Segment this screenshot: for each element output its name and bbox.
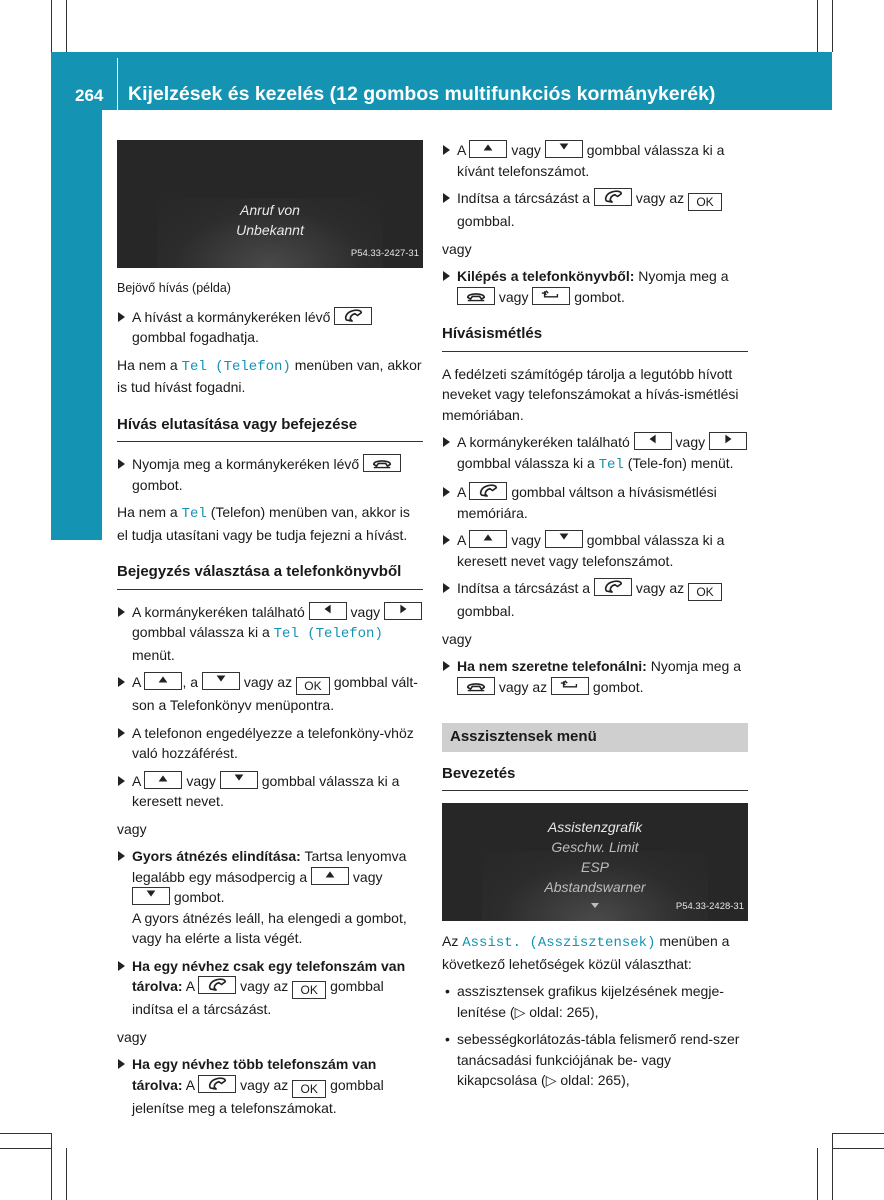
text: Nyomja meg a xyxy=(650,658,741,674)
crop-mark xyxy=(0,1148,52,1149)
instruction xyxy=(442,530,748,571)
crop-mark xyxy=(832,0,833,52)
down-arrow-icon xyxy=(220,771,258,789)
left-arrow-icon xyxy=(634,432,672,450)
instruction xyxy=(442,578,748,622)
text: gombbal. xyxy=(457,213,515,229)
ok-key: OK xyxy=(688,583,722,601)
crop-mark xyxy=(0,1133,52,1134)
phone-accept-icon xyxy=(198,1075,236,1093)
up-arrow-icon xyxy=(144,672,182,690)
right-column xyxy=(442,140,748,1098)
instruction xyxy=(117,672,423,716)
section-banner: Asszisztensek menü xyxy=(442,723,748,752)
crop-mark xyxy=(66,1148,67,1200)
text: A xyxy=(132,772,141,789)
back-icon xyxy=(532,287,570,305)
ok-key: OK xyxy=(292,981,326,999)
menu-name: Tel (Telefon) xyxy=(273,626,383,642)
down-arrow-icon xyxy=(545,140,583,158)
paragraph xyxy=(442,931,748,974)
section-heading: Hívásismétlés xyxy=(442,324,748,352)
menu-name: Assist. (Asszisztensek) xyxy=(462,935,656,951)
text: vagy xyxy=(186,772,216,789)
text: A xyxy=(457,532,466,548)
text: A hívást a kormánykeréken lévő xyxy=(132,308,331,325)
text: Ha nem szeretne telefonálni: xyxy=(457,658,647,674)
text: A kormánykeréken található xyxy=(457,434,630,450)
menu-name: Tel xyxy=(181,506,207,522)
instruction xyxy=(117,454,423,495)
text: vagy xyxy=(350,603,381,620)
text: vagy az xyxy=(240,1076,289,1093)
text: (Telefon) menüben van, akkor is el tudja utasítani vagy be tudja fejezni a hívást. xyxy=(117,504,410,543)
instruction xyxy=(117,602,423,666)
chapter-title: Fedélzeti számítógép és kijelzései xyxy=(64,166,87,482)
text: A xyxy=(132,674,141,690)
ok-key: OK xyxy=(688,193,722,211)
menu-name: Tel (Telefon) xyxy=(181,358,291,375)
instruction xyxy=(117,307,423,348)
instruction xyxy=(442,140,748,181)
text: Ha egy névhez több telefonszám van tárolva: xyxy=(132,1056,377,1093)
right-arrow-icon xyxy=(384,602,422,620)
text: vagy xyxy=(352,868,383,885)
text: (Tele-fon) menüt. xyxy=(627,454,734,471)
text: Az xyxy=(442,933,459,949)
down-arrow-icon xyxy=(545,530,583,548)
crop-mark xyxy=(832,1133,884,1134)
instruction xyxy=(117,956,423,1020)
page-number: 264 xyxy=(75,86,104,105)
crop-mark xyxy=(832,1148,884,1149)
crop-mark xyxy=(817,1148,818,1200)
text: Nyomja meg a kormánykeréken lévő xyxy=(132,456,360,472)
text: gombbal válassza ki a keresett nevet. xyxy=(132,772,400,809)
left-arrow-icon xyxy=(309,602,347,620)
screen-line: Anruf von xyxy=(240,202,300,218)
crop-mark xyxy=(51,1133,52,1200)
instruction xyxy=(442,266,748,307)
text: gombbal. xyxy=(457,603,515,619)
paragraph xyxy=(117,355,423,398)
text: Ha nem a xyxy=(117,356,178,373)
text: vagy az xyxy=(498,678,548,695)
up-arrow-icon xyxy=(311,867,349,885)
phone-end-icon xyxy=(363,454,401,472)
text: menüben a következő lehetőségek közül választhat: xyxy=(442,933,730,972)
text: gombot. xyxy=(592,678,644,695)
down-arrow-icon xyxy=(132,887,170,905)
crop-mark xyxy=(66,0,67,52)
screen-menu-item: Abstandswarner xyxy=(544,879,646,895)
text: gombbal válassza ki a kívánt telefonszámot. xyxy=(457,142,725,179)
crop-mark xyxy=(817,0,818,52)
text: gombot. xyxy=(574,288,625,305)
instruction xyxy=(442,432,748,475)
crop-mark xyxy=(51,0,52,52)
text: gombot. xyxy=(173,889,225,905)
or-label: vagy xyxy=(442,630,472,647)
left-column xyxy=(117,140,423,1125)
paragraph xyxy=(117,502,423,545)
text: gombot. xyxy=(132,476,183,493)
list-item: • asszisztensek grafikus kijelzésének megje-lenítése (▷ oldal: 265), xyxy=(442,981,748,1022)
text: vagy xyxy=(511,532,541,548)
section-heading: Hívás elutasítása vagy befejezése xyxy=(117,415,423,443)
phone-accept-icon xyxy=(594,578,632,596)
screen-menu-item: Assistenzgrafik xyxy=(547,819,643,835)
back-icon xyxy=(551,677,589,695)
text: gombbal váltson a hívásismétlési memóriára. xyxy=(457,484,717,521)
text: gombbal válassza ki a xyxy=(132,624,270,640)
screen-menu-item: ESP xyxy=(580,859,609,875)
crop-mark xyxy=(832,1133,833,1200)
page-title: Kijelzések és kezelés (12 gombos multifunkciós kormánykerék) xyxy=(128,83,716,105)
or-label: vagy xyxy=(117,820,147,837)
text: , a xyxy=(182,674,199,690)
text: A xyxy=(457,142,466,158)
image-ref: P54.33-2427-31 xyxy=(350,247,419,259)
instruction xyxy=(442,656,748,697)
menu-name: Tel xyxy=(598,456,624,473)
up-arrow-icon xyxy=(144,771,182,789)
text: A xyxy=(457,484,466,500)
text: A gyors átnézés leáll, ha elengedi a gombot, vagy ha elérte a lista végét. xyxy=(132,909,407,946)
right-arrow-icon xyxy=(709,432,747,450)
image-ref: P54.33-2428-31 xyxy=(675,900,744,912)
text: A xyxy=(185,1076,195,1093)
page-header xyxy=(51,52,832,110)
text: Indítsa a tárcsázást a xyxy=(457,190,591,206)
text: vagy az xyxy=(635,190,685,206)
text: gombbal jelenítse meg a telefonszámokat. xyxy=(132,1076,384,1116)
ok-key: OK xyxy=(292,1080,326,1098)
text: gombbal indítsa el a tárcsázást. xyxy=(132,978,384,1017)
text: vagy xyxy=(498,288,529,305)
section-heading: Bejegyzés választása a telefonkönyvből xyxy=(117,562,423,590)
text: gombbal válassza ki a keresett nevet vagy telefonszámot. xyxy=(457,532,725,569)
text: A xyxy=(185,978,195,994)
text: vagy xyxy=(511,142,541,158)
incoming-call-screen xyxy=(117,140,423,268)
text: Kilépés a telefonkönyvből: xyxy=(457,268,635,284)
text: Nyomja meg a xyxy=(638,268,729,284)
up-arrow-icon xyxy=(469,140,507,158)
instruction xyxy=(442,188,748,232)
instruction: A telefonon engedélyezze a telefonköny-vhöz való hozzáférést. xyxy=(117,723,423,764)
list-item: • sebességkorlátozás-tábla felismerő rend-szer tanácsadási funkciójának be- vagy kikapcsolása (▷ oldal: 265), xyxy=(442,1029,748,1091)
text: menüben van, akkor is tud hívást fogadni. xyxy=(117,356,422,395)
phone-accept-icon xyxy=(469,482,507,500)
or-label: vagy xyxy=(117,1028,147,1045)
or-label: vagy xyxy=(442,240,472,257)
text: vagy az xyxy=(243,674,293,690)
phone-accept-icon xyxy=(198,976,236,994)
screen-menu-item: Geschw. Limit xyxy=(551,839,639,855)
text: Ha egy névhez csak egy telefonszám van tárolva: xyxy=(132,957,406,994)
instruction xyxy=(442,482,748,523)
text: vagy xyxy=(675,434,706,450)
text: vagy az xyxy=(240,978,289,994)
text: gombbal fogadhatja. xyxy=(132,329,259,345)
assistants-menu-screen xyxy=(442,803,748,921)
instruction xyxy=(117,846,423,949)
text: Indítsa a tárcsázást a xyxy=(457,580,591,596)
text: vagy az xyxy=(635,580,685,596)
section-heading: Bevezetés xyxy=(442,764,748,792)
instruction xyxy=(117,771,423,812)
image-caption: Bejövő hívás (példa) xyxy=(117,281,231,295)
phone-accept-icon xyxy=(594,188,632,206)
text: menüt. xyxy=(132,646,175,663)
phone-accept-icon xyxy=(334,307,372,325)
phone-end-icon xyxy=(457,287,495,305)
screen-line: Unbekannt xyxy=(236,222,304,238)
ok-key: OK xyxy=(296,677,330,695)
phone-end-icon xyxy=(457,677,495,695)
scroll-down-icon xyxy=(590,902,600,910)
text: Ha nem a xyxy=(117,504,178,520)
header-divider xyxy=(117,58,118,110)
up-arrow-icon xyxy=(469,530,507,548)
text: Tartsa lenyomva legalább egy másodpercig a xyxy=(132,848,407,885)
paragraph: A fedélzeti számítógép tárolja a legutóbb hívott neveket vagy telefonszámokat a hívás-ismétlési memóriában. xyxy=(442,365,739,423)
text: gombbal válassza ki a xyxy=(457,454,595,471)
text: Gyors átnézés elindítása: xyxy=(132,848,301,864)
instruction xyxy=(117,1054,423,1118)
down-arrow-icon xyxy=(202,672,240,690)
text: gombbal vált-son a Telefonkönyv menüpontra. xyxy=(132,674,418,713)
text: A kormánykeréken található xyxy=(132,603,305,620)
